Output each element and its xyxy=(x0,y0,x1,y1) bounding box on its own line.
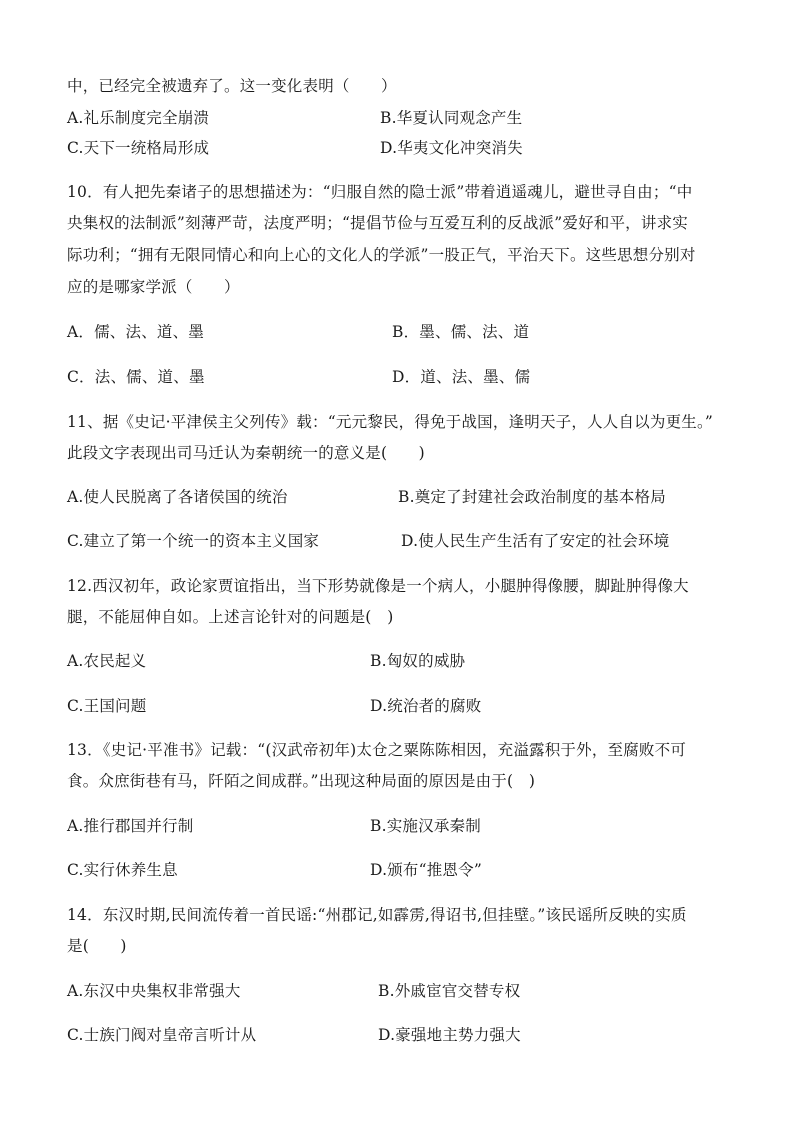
q12-stem-line-2: 腿，不能屈伸自如。上述言论针对的问题是( ) xyxy=(67,608,394,626)
q14-option-d: D.豪强地主势力强大 xyxy=(378,1026,521,1044)
q14-option-a: A.东汉中央集权非常强大 xyxy=(67,982,241,1000)
q11-option-a: A.使人民脱离了各诸侯国的统治 xyxy=(67,488,288,506)
q11-option-d: D.使人民生产生活有了安定的社会环境 xyxy=(401,532,670,550)
q9-option-d: D.华夷文化冲突消失 xyxy=(380,139,523,157)
q12-option-c: C.王国问题 xyxy=(67,697,147,715)
q11-option-c: C.建立了第一个统一的资本主义国家 xyxy=(67,532,320,550)
q10-stem-line-4: 应的是哪家学派（ ） xyxy=(67,278,240,296)
q11-option-b: B.奠定了封建社会政治制度的基本格局 xyxy=(398,488,666,506)
q13-option-c: C.实行休养生息 xyxy=(67,861,178,879)
q11-stem-line-2: 此段文字表现出司马迁认为秦朝统一的意义是( ) xyxy=(67,444,425,462)
q12-stem-line-1: 12.西汉初年，政论家贾谊指出，当下形势就像是一个病人，小腿肿得像腰，脚趾肿得像大 xyxy=(67,577,689,595)
q14-stem-line-2: 是( ) xyxy=(67,937,127,955)
q12-option-b: B.匈奴的威胁 xyxy=(370,652,466,670)
q9-option-c: C.天下一统格局形成 xyxy=(67,139,210,157)
q14-option-b: B.外戚宦官交替专权 xyxy=(378,982,521,1000)
q9-option-a: A.礼乐制度完全崩溃 xyxy=(67,109,210,127)
q11-stem-line-1: 11、据《史记·平津侯主父列传》载：“元元黎民，得免于战国，逢明天子，人人自以为更生。” xyxy=(67,413,714,431)
q10-stem-line-1: 10．有人把先秦诸子的思想描述为：“归服自然的隐士派”带着逍遥魂儿，避世寻自由；“中 xyxy=(67,183,693,201)
q13-option-d: D.颁布“推恩令” xyxy=(370,861,482,879)
q10-stem-line-2: 央集权的法制派”刻薄严苛，法度严明；“提倡节俭与互爱互利的反战派”爱好和平，讲求实 xyxy=(67,214,688,232)
q10-option-a: A．儒、法、道、墨 xyxy=(67,323,204,341)
q14-stem-line-1: 14．东汉时期,民间流传着一首民谣:“州郡记,如霹雳,得诏书,但挂壁。”该民谣所反映的实质 xyxy=(67,906,687,924)
q10-option-c: C．法、儒、道、墨 xyxy=(67,368,205,386)
q9-stem-line: 中，已经完全被遗弃了。这一变化表明（ ） xyxy=(67,77,397,95)
q10-stem-line-3: 际功利；“拥有无限同情心和向上心的文化人的学派”一股正气，平治天下。这些思想分别对 xyxy=(67,246,696,264)
q10-option-b: B．墨、儒、法、道 xyxy=(392,323,530,341)
q13-stem-line-1: 13．《史记·平准书》记载：“(汉武帝初年)太仓之粟陈陈相因，充溢露积于外，至腐败不可 xyxy=(67,741,687,759)
q9-option-b: B.华夏认同观念产生 xyxy=(380,109,523,127)
q10-option-d: D．道、法、墨、儒 xyxy=(392,368,531,386)
q12-option-a: A.农民起义 xyxy=(67,652,147,670)
q12-option-d: D.统治者的腐败 xyxy=(370,697,482,715)
q13-option-b: B.实施汉承秦制 xyxy=(370,817,481,835)
q14-option-c: C.士族门阀对皇帝言听计从 xyxy=(67,1026,257,1044)
q13-option-a: A.推行郡国并行制 xyxy=(67,817,194,835)
q13-stem-line-2: 食。众庶街巷有马，阡陌之间成群。”出现这种局面的原因是由于( ) xyxy=(67,772,536,790)
